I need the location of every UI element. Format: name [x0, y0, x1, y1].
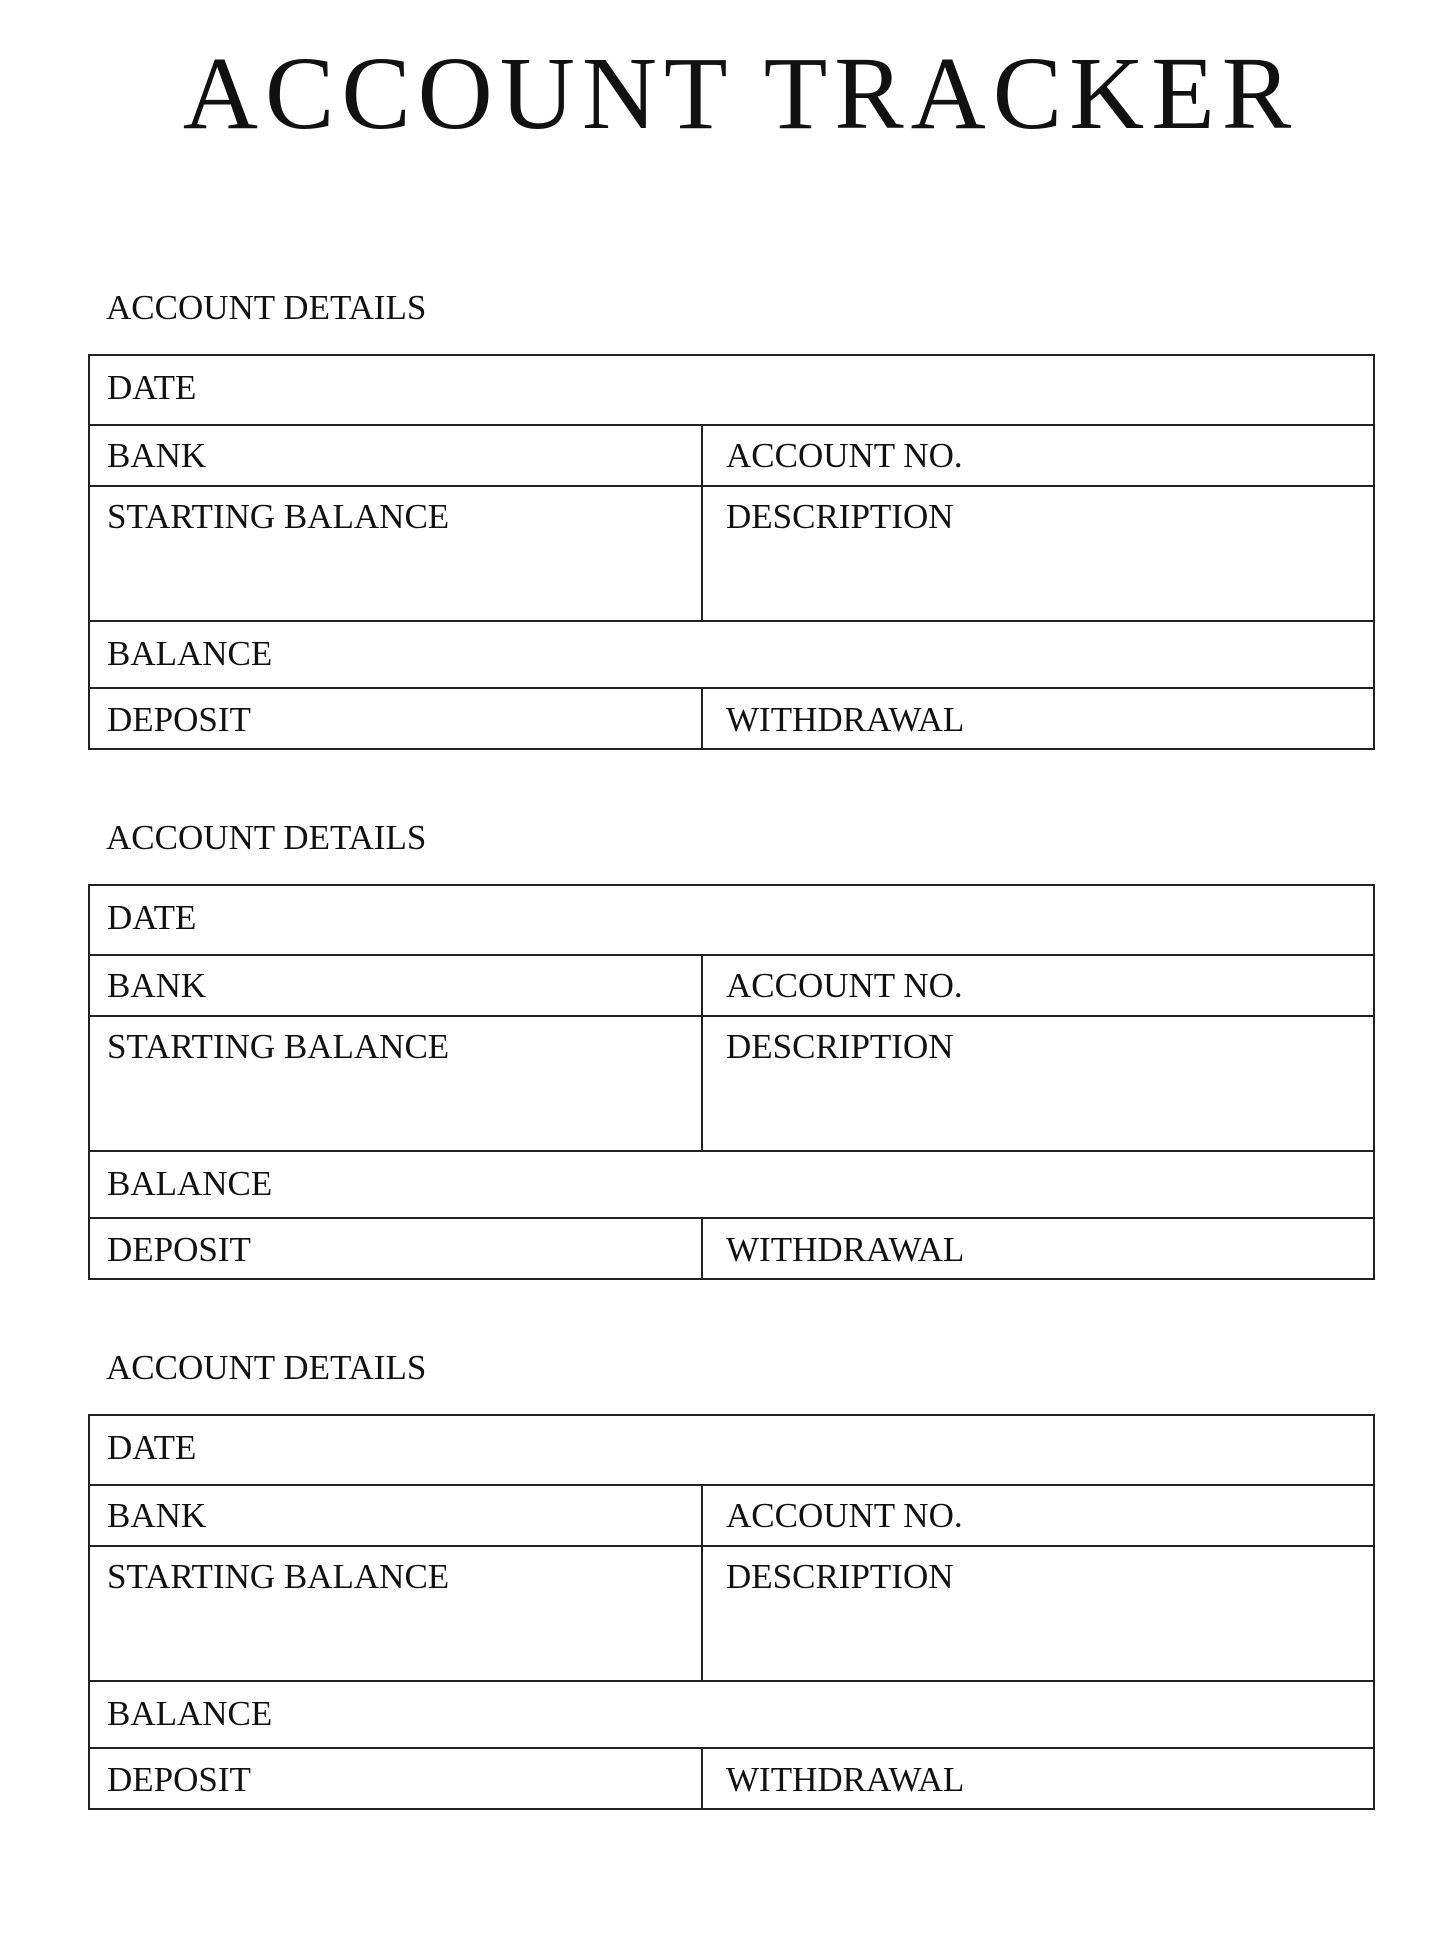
starting-balance-field[interactable] — [90, 1017, 703, 1150]
description-field[interactable] — [703, 487, 1375, 620]
description-field[interactable] — [703, 1547, 1375, 1680]
bank-label: BANK — [107, 1496, 207, 1535]
deposit-row — [90, 1217, 1373, 1280]
date-row — [90, 1416, 1373, 1484]
date-row — [90, 356, 1373, 424]
section-heading: ACCOUNT DETAILS — [106, 1348, 427, 1387]
bank-label: BANK — [107, 966, 207, 1005]
page-title: ACCOUNT TRACKER — [182, 36, 1299, 151]
account-no-label: ACCOUNT NO. — [726, 1496, 963, 1535]
bank-field[interactable] — [90, 1486, 703, 1545]
deposit-label: DEPOSIT — [107, 1760, 251, 1799]
account-form — [88, 884, 1375, 1280]
deposit-label: DEPOSIT — [107, 1230, 251, 1269]
bank-field[interactable] — [90, 426, 703, 485]
date-label: DATE — [107, 368, 197, 407]
balance-row — [90, 1680, 1373, 1747]
withdrawal-label: WITHDRAWAL — [726, 1760, 965, 1799]
date-label: DATE — [107, 1428, 197, 1467]
withdrawal-field[interactable] — [703, 1219, 1375, 1280]
balance-field[interactable] — [90, 1152, 1373, 1217]
date-label: DATE — [107, 898, 197, 937]
deposit-label: DEPOSIT — [107, 700, 251, 739]
section-heading: ACCOUNT DETAILS — [106, 818, 427, 857]
deposit-row — [90, 1747, 1373, 1810]
deposit-row — [90, 687, 1373, 750]
bank-field[interactable] — [90, 956, 703, 1015]
description-label: DESCRIPTION — [726, 1557, 954, 1596]
starting-balance-row — [90, 1545, 1373, 1680]
section-heading: ACCOUNT DETAILS — [106, 288, 427, 327]
date-field[interactable] — [90, 1416, 1373, 1484]
bank-row — [90, 424, 1373, 485]
starting-balance-label: STARTING BALANCE — [107, 497, 450, 536]
withdrawal-label: WITHDRAWAL — [726, 700, 965, 739]
starting-balance-row — [90, 485, 1373, 620]
balance-row — [90, 620, 1373, 687]
starting-balance-row — [90, 1015, 1373, 1150]
date-row — [90, 886, 1373, 954]
balance-field[interactable] — [90, 622, 1373, 687]
deposit-field[interactable] — [90, 689, 703, 750]
account-no-label: ACCOUNT NO. — [726, 966, 963, 1005]
account-no-label: ACCOUNT NO. — [726, 436, 963, 475]
date-field[interactable] — [90, 356, 1373, 424]
balance-label: BALANCE — [107, 1164, 273, 1203]
starting-balance-label: STARTING BALANCE — [107, 1557, 450, 1596]
description-label: DESCRIPTION — [726, 497, 954, 536]
starting-balance-field[interactable] — [90, 1547, 703, 1680]
description-field[interactable] — [703, 1017, 1375, 1150]
balance-row — [90, 1150, 1373, 1217]
balance-label: BALANCE — [107, 634, 273, 673]
description-label: DESCRIPTION — [726, 1027, 954, 1066]
account-no-field[interactable] — [703, 1486, 1375, 1545]
account-form — [88, 1414, 1375, 1810]
withdrawal-field[interactable] — [703, 1749, 1375, 1810]
date-field[interactable] — [90, 886, 1373, 954]
account-no-field[interactable] — [703, 956, 1375, 1015]
withdrawal-label: WITHDRAWAL — [726, 1230, 965, 1269]
starting-balance-label: STARTING BALANCE — [107, 1027, 450, 1066]
balance-field[interactable] — [90, 1682, 1373, 1747]
balance-label: BALANCE — [107, 1694, 273, 1733]
bank-row — [90, 1484, 1373, 1545]
account-form — [88, 354, 1375, 750]
account-no-field[interactable] — [703, 426, 1375, 485]
bank-row — [90, 954, 1373, 1015]
deposit-field[interactable] — [90, 1749, 703, 1810]
starting-balance-field[interactable] — [90, 487, 703, 620]
withdrawal-field[interactable] — [703, 689, 1375, 750]
deposit-field[interactable] — [90, 1219, 703, 1280]
bank-label: BANK — [107, 436, 207, 475]
